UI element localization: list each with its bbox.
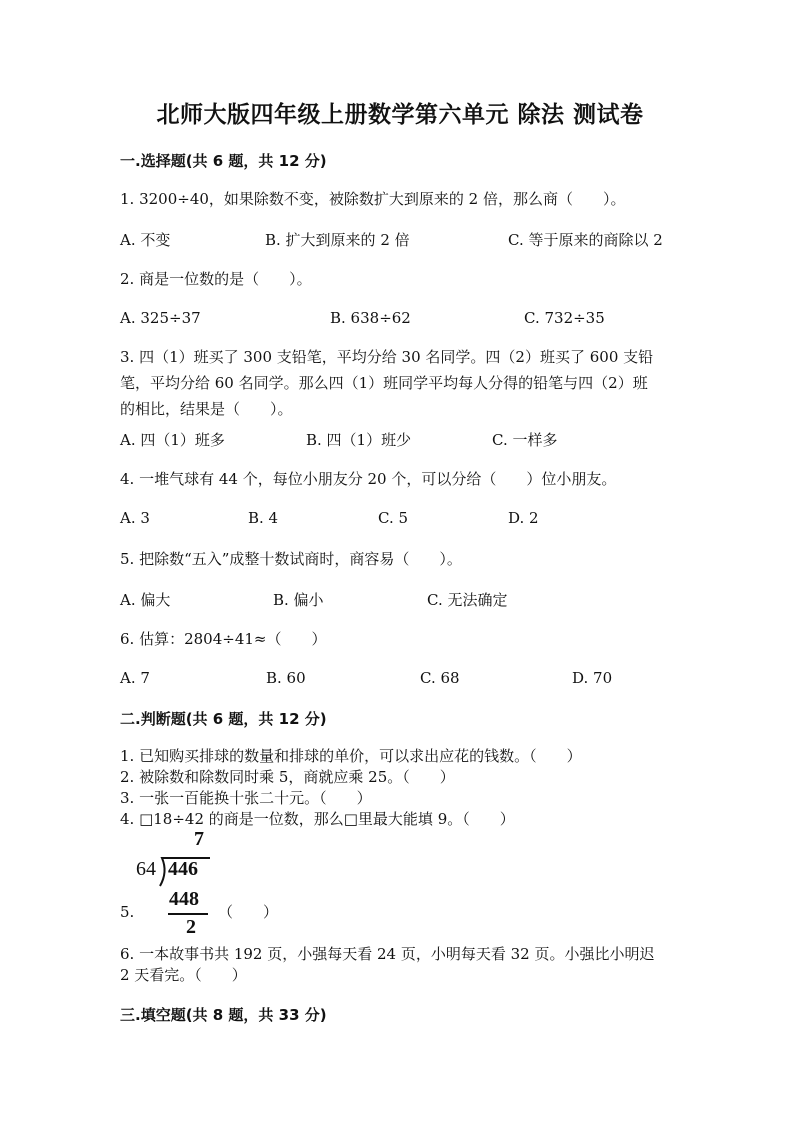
q6-option-c: C. 68: [420, 669, 460, 687]
tf-item-1: 1. 已知购买排球的数量和排球的单价，可以求出应花的钱数。（ ）: [120, 747, 582, 765]
tf-item-3: 3. 一张一百能换十张二十元。（ ）: [120, 789, 372, 807]
q1-option-b: B. 扩大到原来的 2 倍: [265, 231, 410, 249]
q4-option-a: A. 3: [120, 509, 150, 527]
question-3-line-2: 笔，平均分给 60 名同学。那么四（1）班同学平均每人分得的铅笔与四（2）班: [120, 374, 648, 392]
tf-item-4: 4. □18÷42 的商是一位数，那么□里最大能填 9。（ ）: [120, 810, 515, 828]
q3-option-c: C. 一样多: [492, 431, 558, 449]
question-3-line-1: 3. 四（1）班买了 300 支铅笔，平均分给 30 名同学。四（2）班买了 600 支铅: [120, 348, 654, 366]
division-product: 448: [169, 888, 199, 910]
section-heading-fill-in: 三.填空题(共 8 题，共 33 分): [120, 1006, 327, 1024]
question-5: 5. 把除数“五入”成整十数试商时，商容易（ ）。: [120, 550, 462, 568]
q4-option-c: C. 5: [378, 509, 409, 527]
tf-item-2: 2. 被除数和除数同时乘 5，商就应乘 25。（ ）: [120, 768, 455, 786]
division-remainder: 2: [186, 916, 196, 938]
page-title: 北师大版四年级上册数学第六单元 除法 测试卷: [156, 102, 644, 128]
division-dividend: 446: [168, 858, 198, 880]
q4-option-d: D. 2: [508, 509, 539, 527]
question-1: 1. 3200÷40，如果除数不变，被除数扩大到原来的 2 倍，那么商（ ）。: [120, 190, 626, 208]
question-6: 6. 估算：2804÷41≈（ ）: [120, 630, 327, 648]
q2-option-a: A. 325÷37: [120, 309, 201, 327]
division-quotient: 7: [194, 828, 204, 850]
section-heading-choice: 一.选择题(共 6 题，共 12 分): [120, 152, 327, 170]
question-4: 4. 一堆气球有 44 个，每位小朋友分 20 个，可以分给（ ）位小朋友。: [120, 470, 617, 488]
tf-item-5-answer: （ ）: [218, 903, 279, 921]
q1-option-c: C. 等于原来的商除以 2: [508, 231, 663, 249]
q5-option-b: B. 偏小: [273, 591, 324, 609]
q3-option-b: B. 四（1）班少: [306, 431, 412, 449]
q1-option-a: A. 不变: [120, 231, 171, 249]
question-3-line-3: 的相比，结果是（ ）。: [120, 400, 293, 418]
q2-option-c: C. 732÷35: [524, 309, 605, 327]
section-heading-true-false: 二.判断题(共 6 题，共 12 分): [120, 710, 327, 728]
tf-item-6-line-2: 2 天看完。（ ）: [120, 966, 247, 984]
tf-item-5-number: 5.: [120, 903, 135, 921]
division-divisor: 64: [136, 858, 156, 880]
q2-option-b: B. 638÷62: [330, 309, 411, 327]
q5-option-a: A. 偏大: [120, 591, 171, 609]
long-division-figure: [136, 828, 216, 946]
question-2: 2. 商是一位数的是（ ）。: [120, 270, 312, 288]
q5-option-c: C. 无法确定: [427, 591, 508, 609]
q6-option-d: D. 70: [572, 669, 613, 687]
q4-option-b: B. 4: [248, 509, 279, 527]
q6-option-a: A. 7: [120, 669, 150, 687]
q3-option-a: A. 四（1）班多: [120, 431, 225, 449]
division-line: [168, 913, 208, 915]
q6-option-b: B. 60: [266, 669, 306, 687]
tf-item-6-line-1: 6. 一本故事书共 192 页，小强每天看 24 页，小明每天看 32 页。小强比小明迟: [120, 945, 655, 963]
